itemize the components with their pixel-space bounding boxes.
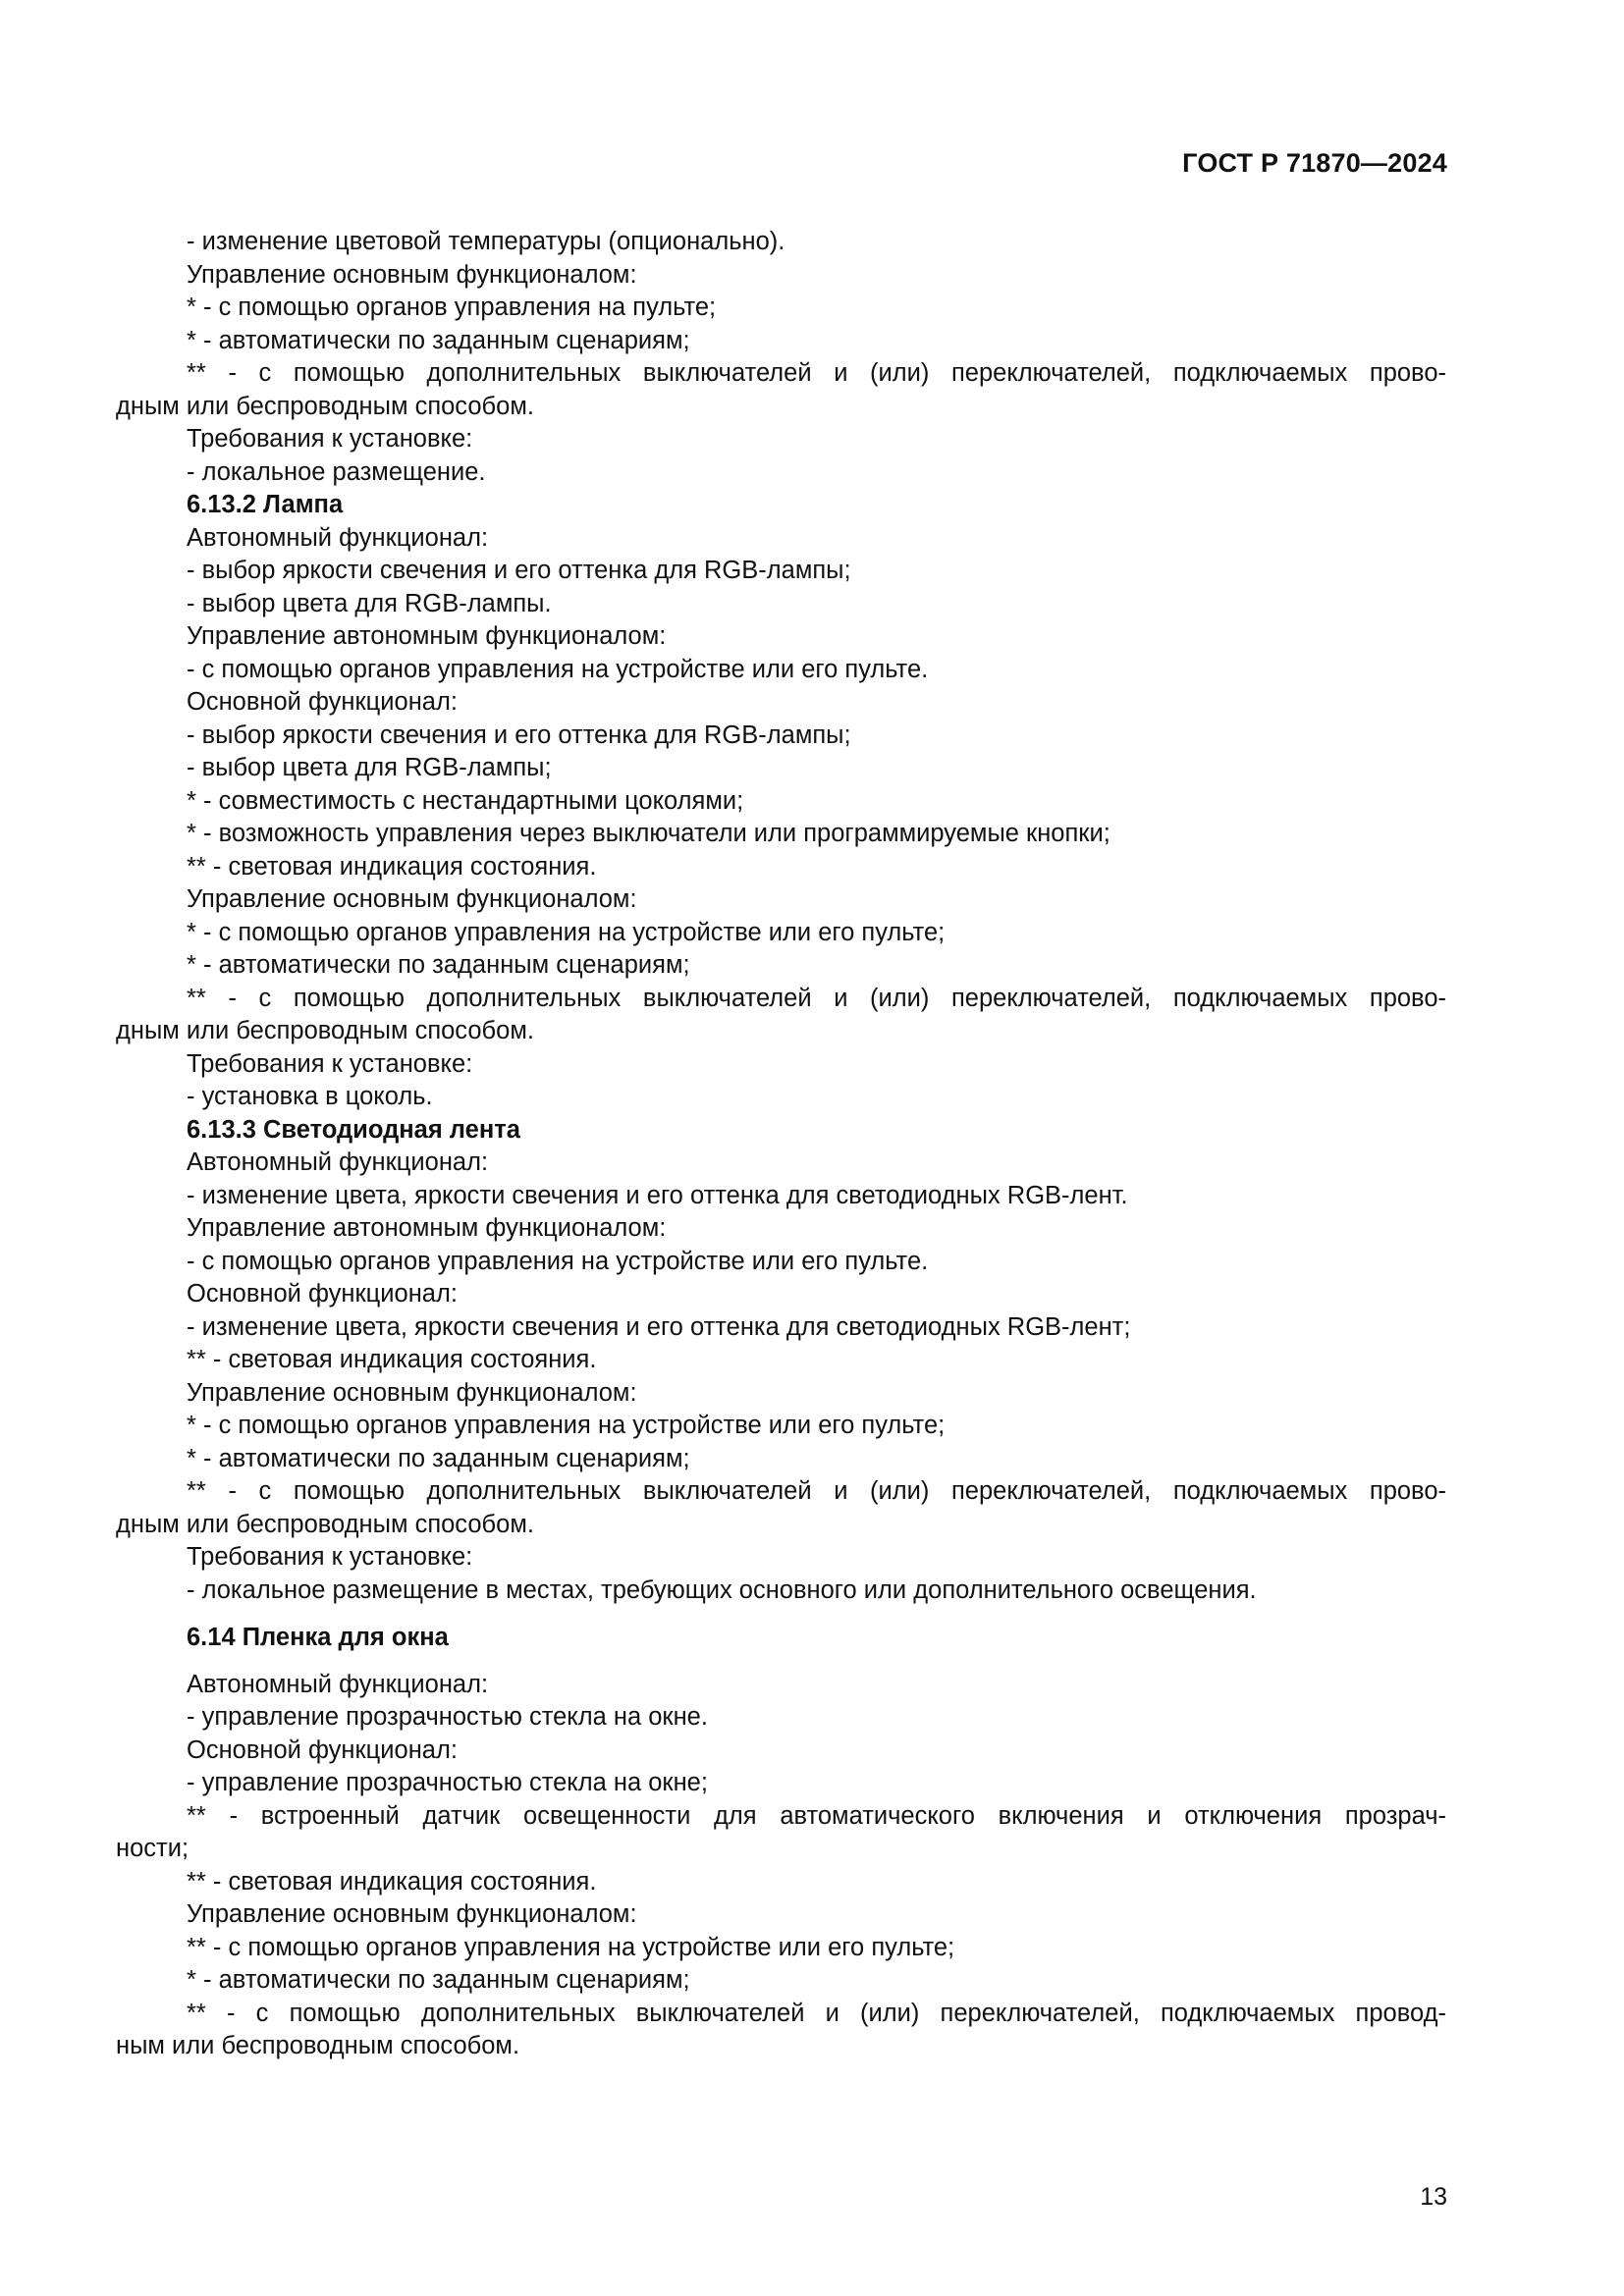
text-line: ** - встроенный датчик освещенности для автоматического включения и отключения прозрач- xyxy=(187,1801,1446,1830)
text-line: Управление основным функционалом: xyxy=(187,260,637,289)
text-line: * - автоматически по заданным сценариям; xyxy=(187,1966,690,1994)
document-body xyxy=(116,226,1446,2063)
text-line: Основной функционал: xyxy=(187,1280,458,1308)
text-line: - управление прозрачностью стекла на окне; xyxy=(187,1769,708,1796)
text-line: - изменение цветовой температуры (опционально). xyxy=(187,228,785,255)
text-line: - выбор цвета для RGB-лампы; xyxy=(187,754,552,781)
text-line: ** - с помощью органов управления на устройстве или его пульте; xyxy=(187,1933,955,1961)
text-line-continuation: ности; xyxy=(116,1835,189,1862)
text-line: - установка в цоколь. xyxy=(187,1083,433,1110)
text-line: Автономный функционал: xyxy=(187,523,489,552)
text-line: - выбор яркости свечения и его оттенка для RGB-лампы; xyxy=(187,557,851,584)
text-line: ** - с помощью дополнительных выключателей и (или) переключателей, подключаемых прово- xyxy=(187,1477,1446,1505)
text-line: Управление основным функционалом: xyxy=(187,885,637,913)
section-heading: 6.13.2 Лампа xyxy=(187,491,344,518)
text-line: Основной функционал: xyxy=(187,688,458,716)
text-line: - выбор яркости свечения и его оттенка для RGB-лампы; xyxy=(187,721,851,749)
text-line-continuation: ным или беспроводным способом. xyxy=(116,2032,520,2059)
text-line: - с помощью органов управления на устройстве или его пульте. xyxy=(187,655,929,683)
text-line: ** - с помощью дополнительных выключателей и (или) переключателей, подключаемых провод- xyxy=(187,1999,1446,2027)
text-line: - локальное размещение в местах, требующих основного или дополнительного освещения. xyxy=(187,1575,1257,1604)
text-line: - изменение цвета, яркости свечения и его оттенка для светодиодных RGB-лент. xyxy=(187,1181,1128,1209)
text-line: - изменение цвета, яркости свечения и его оттенка для светодиодных RGB-лент; xyxy=(187,1312,1131,1341)
text-line-continuation: дным или беспроводным способом. xyxy=(116,1017,534,1044)
text-line: - управление прозрачностью стекла на окне. xyxy=(187,1703,708,1731)
text-line: ** - с помощью дополнительных выключателей и (или) переключателей, подключаемых прово- xyxy=(187,984,1446,1012)
text-line: ** - с помощью дополнительных выключателей и (или) переключателей, подключаемых прово- xyxy=(187,359,1446,387)
text-line: Требования к установке: xyxy=(187,425,473,453)
text-line: ** - световая индикация состояния. xyxy=(187,852,597,881)
text-line: * - автоматически по заданным сценариям; xyxy=(187,1444,690,1472)
document-code-header: ГОСТ Р 71870—2024 xyxy=(1182,148,1447,178)
text-line: Автономный функционал: xyxy=(187,1148,489,1176)
text-line: * - возможность управления через выключатели или программируемые кнопки; xyxy=(187,820,1110,847)
text-line: Требования к установке: xyxy=(187,1543,473,1571)
text-line: - локальное размещение. xyxy=(187,457,486,486)
text-line: Управление автономным функционалом: xyxy=(187,1214,667,1242)
text-line: * - автоматически по заданным сценариям; xyxy=(187,326,690,354)
section-heading: 6.14 Пленка для окна xyxy=(187,1624,449,1651)
text-line: - выбор цвета для RGB-лампы. xyxy=(187,589,552,617)
text-line-continuation: дным или беспроводным способом. xyxy=(116,1510,534,1538)
text-line: ** - световая индикация состояния. xyxy=(187,1867,597,1896)
text-line-continuation: дным или беспроводным способом. xyxy=(116,392,534,420)
section-heading: 6.13.3 Светодиодная лента xyxy=(187,1115,520,1144)
text-line: Управление автономным функционалом: xyxy=(187,622,667,650)
text-line: * - автоматически по заданным сценариям; xyxy=(187,951,690,979)
text-line: * - с помощью органов управления на пульте; xyxy=(187,294,717,321)
text-line: Основной функционал: xyxy=(187,1735,458,1764)
text-line: ** - световая индикация состояния. xyxy=(187,1346,597,1373)
page-number: 13 xyxy=(1420,2183,1447,2211)
text-line: Требования к установке: xyxy=(187,1049,473,1078)
text-line: * - совместимость с нестандартными цоколями; xyxy=(187,786,744,815)
text-line: * - с помощью органов управления на устройстве или его пульте; xyxy=(187,918,946,946)
text-line: Управление основным функционалом: xyxy=(187,1900,637,1928)
text-line: - с помощью органов управления на устройстве или его пульте. xyxy=(187,1247,929,1275)
text-line: Автономный функционал: xyxy=(187,1670,489,1698)
text-line: * - с помощью органов управления на устройстве или его пульте; xyxy=(187,1412,946,1439)
text-line: Управление основным функционалом: xyxy=(187,1378,637,1407)
